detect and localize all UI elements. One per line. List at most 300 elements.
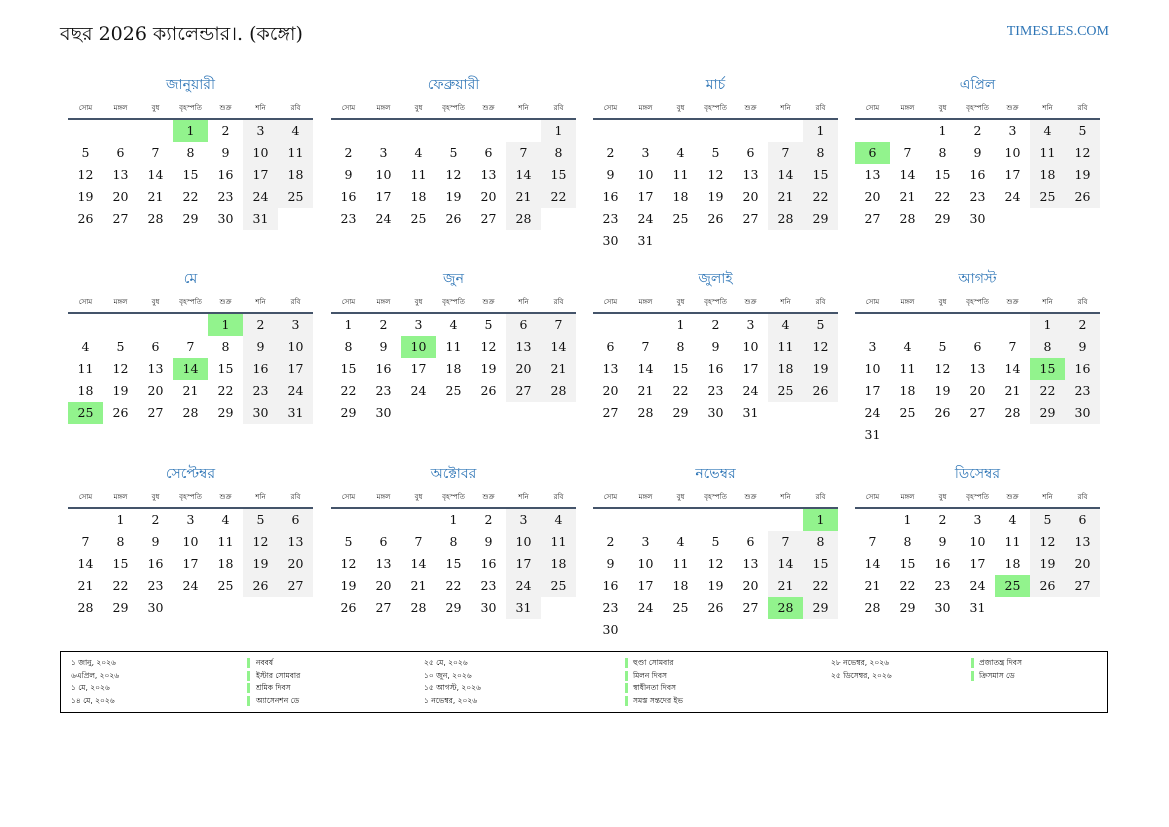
day-cell: 8 bbox=[449, 534, 458, 549]
weekday-label: মঙ্গল bbox=[638, 493, 653, 501]
day-cell: 5 bbox=[116, 339, 125, 354]
day-cell: 12 bbox=[934, 361, 951, 376]
weekday-label: মঙ্গল bbox=[900, 298, 915, 306]
day-cell: 13 bbox=[112, 167, 129, 182]
empty-cell bbox=[663, 509, 698, 531]
day-cell: 10 bbox=[637, 167, 654, 182]
day-cell: 20 bbox=[742, 189, 759, 204]
day-cell: 22 bbox=[672, 383, 689, 398]
day-cell: 4 bbox=[81, 339, 90, 354]
day-cell: 2 bbox=[379, 317, 388, 332]
day-cell: 20 bbox=[480, 189, 497, 204]
empty-cell bbox=[890, 120, 925, 142]
day-cell: 28 bbox=[899, 211, 916, 226]
week-row bbox=[593, 553, 838, 575]
week-row bbox=[855, 402, 1100, 424]
day-cell: 19 bbox=[934, 383, 951, 398]
day-cell: 16 bbox=[707, 361, 724, 376]
day-cell: 3 bbox=[973, 512, 982, 527]
day-cell: 5 bbox=[803, 314, 838, 336]
week-row bbox=[855, 358, 1100, 380]
empty-cell bbox=[768, 402, 803, 424]
weekday-label: সোম bbox=[865, 104, 880, 112]
week-row bbox=[331, 358, 576, 380]
weekday-label: বৃহস্পতি bbox=[966, 104, 989, 112]
day-cell: 8 bbox=[116, 534, 125, 549]
empty-cell bbox=[331, 120, 366, 142]
day-cell: 1 bbox=[541, 120, 576, 142]
holiday-name: নববর্ষ bbox=[256, 658, 273, 667]
month-name: জুলাই bbox=[698, 271, 733, 287]
day-cell: 22 bbox=[803, 186, 838, 208]
day-cell: 23 bbox=[934, 578, 951, 593]
day-cell: 24 bbox=[742, 383, 759, 398]
day-cell: 17 bbox=[969, 556, 986, 571]
day-cell: 21 bbox=[864, 578, 881, 593]
weekday-header bbox=[855, 292, 1100, 314]
day-cell: 21 bbox=[77, 578, 94, 593]
weekday-label: রবি bbox=[815, 298, 826, 306]
weekday-label: শনি bbox=[255, 493, 266, 501]
day-cell: 12 bbox=[1065, 142, 1100, 164]
week-row bbox=[331, 164, 576, 186]
day-cell: 2 bbox=[606, 145, 615, 160]
day-cell: 18 bbox=[278, 164, 313, 186]
week-row bbox=[855, 424, 1100, 446]
day-cell: 22 bbox=[1030, 380, 1065, 402]
month-name: এপ্রিল bbox=[959, 77, 996, 93]
day-cell: 8 bbox=[938, 145, 947, 160]
weekday-header bbox=[593, 292, 838, 314]
day-cell: 28 bbox=[864, 600, 881, 615]
empty-cell bbox=[506, 402, 541, 424]
month-name: অক্টোবর bbox=[430, 466, 477, 482]
day-cell: 20 bbox=[506, 358, 541, 380]
weekday-label: শনি bbox=[780, 104, 791, 112]
day-cell: 4 bbox=[768, 314, 803, 336]
day-cell: 8 bbox=[186, 145, 195, 160]
day-cell: 24 bbox=[637, 600, 654, 615]
holiday-date: ২৮ নভেম্বর, ২০২৬ bbox=[831, 658, 890, 667]
holiday-day-cell: 10 bbox=[401, 336, 436, 358]
day-cell: 4 bbox=[278, 120, 313, 142]
day-cell: 28 bbox=[1004, 405, 1021, 420]
day-cell: 9 bbox=[484, 534, 493, 549]
day-cell: 29 bbox=[899, 600, 916, 615]
holiday-day-cell: 14 bbox=[173, 358, 208, 380]
day-cell: 10 bbox=[864, 361, 881, 376]
holiday-name: ইস্টার সোমবার bbox=[256, 670, 301, 680]
weekday-label: রবি bbox=[553, 493, 564, 501]
day-cell: 26 bbox=[1065, 186, 1100, 208]
day-cell: 29 bbox=[803, 208, 838, 230]
month-block bbox=[68, 72, 313, 230]
empty-cell bbox=[366, 509, 401, 531]
day-cell: 25 bbox=[672, 600, 689, 615]
day-cell: 9 bbox=[606, 167, 615, 182]
day-cell: 10 bbox=[375, 167, 392, 182]
day-cell: 18 bbox=[672, 578, 689, 593]
day-cell: 27 bbox=[602, 405, 619, 420]
day-cell: 5 bbox=[711, 145, 720, 160]
day-cell: 4 bbox=[676, 145, 685, 160]
day-cell: 17 bbox=[506, 553, 541, 575]
day-cell: 24 bbox=[243, 186, 278, 208]
month-name: মে bbox=[183, 271, 198, 287]
day-cell: 1 bbox=[938, 123, 947, 138]
day-cell: 16 bbox=[243, 358, 278, 380]
day-cell: 2 bbox=[1065, 314, 1100, 336]
holiday-date: ১ মে, ২০২৬ bbox=[71, 683, 110, 692]
month-block bbox=[68, 461, 313, 619]
day-cell: 5 bbox=[484, 317, 493, 332]
day-cell: 9 bbox=[221, 145, 230, 160]
empty-cell bbox=[1030, 597, 1065, 619]
day-cell: 3 bbox=[506, 509, 541, 531]
holiday-day-cell: 6 bbox=[855, 142, 890, 164]
day-cell: 29 bbox=[340, 405, 357, 420]
day-cell: 10 bbox=[182, 534, 199, 549]
holiday-marker bbox=[971, 658, 974, 668]
week-row bbox=[331, 597, 576, 619]
weekday-header bbox=[331, 292, 576, 314]
empty-cell bbox=[960, 424, 995, 446]
day-cell: 6 bbox=[116, 145, 125, 160]
day-cell: 29 bbox=[217, 405, 234, 420]
week-row bbox=[593, 509, 838, 531]
day-cell: 20 bbox=[375, 578, 392, 593]
empty-cell bbox=[401, 120, 436, 142]
day-cell: 2 bbox=[938, 512, 947, 527]
day-cell: 7 bbox=[768, 142, 803, 164]
day-cell: 4 bbox=[903, 339, 912, 354]
day-cell: 17 bbox=[1004, 167, 1021, 182]
day-cell: 15 bbox=[541, 164, 576, 186]
weekday-label: মঙ্গল bbox=[376, 298, 391, 306]
day-cell: 29 bbox=[934, 211, 951, 226]
holiday-name: স্বাধীনতা দিবস bbox=[633, 683, 676, 692]
day-cell: 26 bbox=[934, 405, 951, 420]
day-cell: 6 bbox=[746, 534, 755, 549]
day-cell: 15 bbox=[934, 167, 951, 182]
week-row bbox=[593, 619, 838, 641]
day-cell: 11 bbox=[1030, 142, 1065, 164]
weekday-label: বৃহস্পতি bbox=[966, 493, 989, 501]
weekday-label: মঙ্গল bbox=[376, 493, 391, 501]
day-cell: 4 bbox=[449, 317, 458, 332]
weekday-label: শুক্র bbox=[1006, 298, 1019, 306]
day-cell: 27 bbox=[1065, 575, 1100, 597]
holiday-name: সমস্ত সন্তদের ইভ bbox=[633, 695, 683, 705]
day-cell: 23 bbox=[602, 600, 619, 615]
week-row bbox=[68, 553, 313, 575]
site-link[interactable]: TIMESLES.COM bbox=[1006, 24, 1109, 39]
day-cell: 24 bbox=[506, 575, 541, 597]
day-cell: 3 bbox=[243, 120, 278, 142]
weekday-header bbox=[855, 98, 1100, 120]
week-row bbox=[855, 509, 1100, 531]
day-cell: 24 bbox=[278, 380, 313, 402]
week-row bbox=[68, 402, 313, 424]
day-cell: 17 bbox=[637, 578, 654, 593]
day-cell: 13 bbox=[1065, 531, 1100, 553]
day-cell: 9 bbox=[243, 336, 278, 358]
day-cell: 25 bbox=[672, 211, 689, 226]
empty-cell bbox=[471, 402, 506, 424]
weekday-label: শুক্র bbox=[744, 298, 757, 306]
empty-cell bbox=[173, 314, 208, 336]
day-cell: 7 bbox=[768, 531, 803, 553]
day-cell: 15 bbox=[217, 361, 234, 376]
day-cell: 8 bbox=[676, 339, 685, 354]
week-row bbox=[68, 120, 313, 142]
day-cell: 22 bbox=[445, 578, 462, 593]
weekday-label: রবি bbox=[290, 104, 301, 112]
week-row bbox=[68, 380, 313, 402]
empty-cell bbox=[593, 120, 628, 142]
empty-cell bbox=[593, 314, 628, 336]
week-row bbox=[593, 314, 838, 336]
day-cell: 1 bbox=[903, 512, 912, 527]
month-block bbox=[593, 461, 838, 641]
day-cell: 11 bbox=[1004, 534, 1021, 549]
weekday-label: বুধ bbox=[414, 104, 423, 112]
day-cell: 12 bbox=[340, 556, 357, 571]
day-cell: 3 bbox=[414, 317, 423, 332]
week-row bbox=[331, 186, 576, 208]
day-cell: 5 bbox=[1030, 509, 1065, 531]
day-cell: 26 bbox=[803, 380, 838, 402]
day-cell: 14 bbox=[864, 556, 881, 571]
day-cell: 1 bbox=[803, 120, 838, 142]
holiday-name: প্রজাতন্ত্র দিবস bbox=[979, 658, 1022, 667]
day-cell: 20 bbox=[602, 383, 619, 398]
week-row bbox=[68, 358, 313, 380]
weekday-label: বুধ bbox=[676, 493, 685, 501]
day-cell: 19 bbox=[112, 383, 129, 398]
day-cell: 24 bbox=[375, 211, 392, 226]
holiday-name: শ্রমিক দিবস bbox=[256, 683, 291, 692]
weekday-label: সোম bbox=[341, 493, 356, 501]
empty-cell bbox=[803, 230, 838, 252]
day-cell: 24 bbox=[969, 578, 986, 593]
day-cell: 11 bbox=[541, 531, 576, 553]
weekday-label: বুধ bbox=[676, 104, 685, 112]
day-cell: 30 bbox=[934, 600, 951, 615]
day-cell: 27 bbox=[112, 211, 129, 226]
week-row bbox=[593, 531, 838, 553]
weekday-label: শনি bbox=[1042, 104, 1053, 112]
day-cell: 18 bbox=[77, 383, 94, 398]
holiday-marker bbox=[625, 671, 628, 681]
day-cell: 25 bbox=[445, 383, 462, 398]
empty-cell bbox=[278, 597, 313, 619]
day-cell: 28 bbox=[147, 211, 164, 226]
holiday-legend bbox=[60, 651, 1108, 713]
week-row bbox=[68, 186, 313, 208]
day-cell: 23 bbox=[602, 211, 619, 226]
empty-cell bbox=[243, 597, 278, 619]
day-cell: 19 bbox=[803, 358, 838, 380]
day-cell: 7 bbox=[506, 142, 541, 164]
day-cell: 21 bbox=[410, 578, 427, 593]
day-cell: 10 bbox=[243, 142, 278, 164]
day-cell: 5 bbox=[81, 145, 90, 160]
day-cell: 7 bbox=[1008, 339, 1017, 354]
week-row bbox=[593, 358, 838, 380]
weekday-label: সোম bbox=[78, 104, 93, 112]
day-cell: 14 bbox=[541, 336, 576, 358]
holiday-day-cell: 25 bbox=[995, 575, 1030, 597]
day-cell: 22 bbox=[217, 383, 234, 398]
day-cell: 3 bbox=[186, 512, 195, 527]
day-cell: 3 bbox=[1008, 123, 1017, 138]
day-cell: 6 bbox=[973, 339, 982, 354]
day-cell: 1 bbox=[116, 512, 125, 527]
week-row bbox=[593, 164, 838, 186]
month-block bbox=[331, 72, 576, 230]
day-cell: 12 bbox=[445, 167, 462, 182]
day-cell: 7 bbox=[81, 534, 90, 549]
empty-cell bbox=[890, 424, 925, 446]
day-cell: 28 bbox=[637, 405, 654, 420]
week-row bbox=[331, 336, 576, 358]
week-row bbox=[593, 402, 838, 424]
weekday-label: শুক্র bbox=[1006, 493, 1019, 501]
day-cell: 18 bbox=[541, 553, 576, 575]
empty-cell bbox=[103, 314, 138, 336]
day-cell: 13 bbox=[278, 531, 313, 553]
day-cell: 8 bbox=[541, 142, 576, 164]
day-cell: 6 bbox=[746, 145, 755, 160]
week-row bbox=[855, 208, 1100, 230]
week-row bbox=[593, 336, 838, 358]
day-cell: 13 bbox=[864, 167, 881, 182]
day-cell: 4 bbox=[1008, 512, 1017, 527]
week-row bbox=[855, 164, 1100, 186]
weekday-label: মঙ্গল bbox=[638, 298, 653, 306]
month-block bbox=[593, 266, 838, 424]
day-cell: 19 bbox=[243, 553, 278, 575]
week-row bbox=[331, 142, 576, 164]
day-cell: 8 bbox=[803, 531, 838, 553]
day-cell: 20 bbox=[147, 383, 164, 398]
empty-cell bbox=[890, 314, 925, 336]
day-cell: 9 bbox=[379, 339, 388, 354]
day-cell: 22 bbox=[803, 575, 838, 597]
day-cell: 21 bbox=[899, 189, 916, 204]
day-cell: 11 bbox=[77, 361, 94, 376]
day-cell: 19 bbox=[445, 189, 462, 204]
holiday-date: ১৫ আগস্ট, ২০২৬ bbox=[424, 683, 481, 692]
day-cell: 18 bbox=[899, 383, 916, 398]
weekday-label: শনি bbox=[518, 104, 529, 112]
day-cell: 3 bbox=[379, 145, 388, 160]
day-cell: 3 bbox=[868, 339, 877, 354]
week-row bbox=[68, 509, 313, 531]
day-cell: 10 bbox=[969, 534, 986, 549]
day-cell: 5 bbox=[243, 509, 278, 531]
day-cell: 21 bbox=[147, 189, 164, 204]
empty-cell bbox=[1065, 208, 1100, 230]
weekday-label: বৃহস্পতি bbox=[442, 104, 465, 112]
holiday-day-cell: 15 bbox=[1030, 358, 1065, 380]
week-row bbox=[331, 575, 576, 597]
holiday-name: মিলন দিবস bbox=[633, 670, 667, 680]
day-cell: 16 bbox=[340, 189, 357, 204]
day-cell: 3 bbox=[746, 317, 755, 332]
day-cell: 6 bbox=[606, 339, 615, 354]
week-row bbox=[331, 380, 576, 402]
day-cell: 14 bbox=[77, 556, 94, 571]
day-cell: 1 bbox=[1030, 314, 1065, 336]
empty-cell bbox=[1030, 424, 1065, 446]
empty-cell bbox=[208, 597, 243, 619]
day-cell: 20 bbox=[278, 553, 313, 575]
holiday-marker bbox=[625, 683, 628, 693]
weekday-label: শনি bbox=[1042, 298, 1053, 306]
day-cell: 5 bbox=[344, 534, 353, 549]
day-cell: 16 bbox=[375, 361, 392, 376]
day-cell: 11 bbox=[278, 142, 313, 164]
day-cell: 31 bbox=[742, 405, 759, 420]
day-cell: 7 bbox=[414, 534, 423, 549]
week-row bbox=[593, 575, 838, 597]
week-row bbox=[855, 336, 1100, 358]
day-cell: 18 bbox=[410, 189, 427, 204]
day-cell: 21 bbox=[637, 383, 654, 398]
empty-cell bbox=[768, 509, 803, 531]
day-cell: 22 bbox=[934, 189, 951, 204]
day-cell: 20 bbox=[1065, 553, 1100, 575]
day-cell: 25 bbox=[541, 575, 576, 597]
day-cell: 17 bbox=[742, 361, 759, 376]
day-cell: 11 bbox=[672, 556, 689, 571]
day-cell: 9 bbox=[151, 534, 160, 549]
day-cell: 18 bbox=[768, 358, 803, 380]
day-cell: 13 bbox=[742, 167, 759, 182]
day-cell: 30 bbox=[707, 405, 724, 420]
day-cell: 27 bbox=[278, 575, 313, 597]
day-cell: 6 bbox=[151, 339, 160, 354]
holiday-day-cell: 25 bbox=[68, 402, 103, 424]
day-cell: 21 bbox=[506, 186, 541, 208]
weekday-label: বৃহস্পতি bbox=[704, 493, 727, 501]
weekday-label: মঙ্গল bbox=[638, 104, 653, 112]
weekday-header bbox=[331, 98, 576, 120]
empty-cell bbox=[768, 120, 803, 142]
day-cell: 30 bbox=[602, 622, 619, 637]
day-cell: 30 bbox=[375, 405, 392, 420]
day-cell: 30 bbox=[147, 600, 164, 615]
day-cell: 7 bbox=[641, 339, 650, 354]
day-cell: 19 bbox=[77, 189, 94, 204]
empty-cell bbox=[925, 314, 960, 336]
week-row bbox=[68, 164, 313, 186]
empty-cell bbox=[1065, 424, 1100, 446]
day-cell: 26 bbox=[77, 211, 94, 226]
week-row bbox=[68, 314, 313, 336]
holiday-day-cell: 1 bbox=[803, 509, 838, 531]
month-name: জানুয়ারী bbox=[166, 77, 215, 93]
day-cell: 9 bbox=[606, 556, 615, 571]
day-cell: 7 bbox=[541, 314, 576, 336]
day-cell: 13 bbox=[375, 556, 392, 571]
month-name: সেপ্টেম্বর bbox=[165, 466, 216, 482]
holiday-marker bbox=[247, 671, 250, 681]
day-cell: 2 bbox=[344, 145, 353, 160]
empty-cell bbox=[628, 120, 663, 142]
